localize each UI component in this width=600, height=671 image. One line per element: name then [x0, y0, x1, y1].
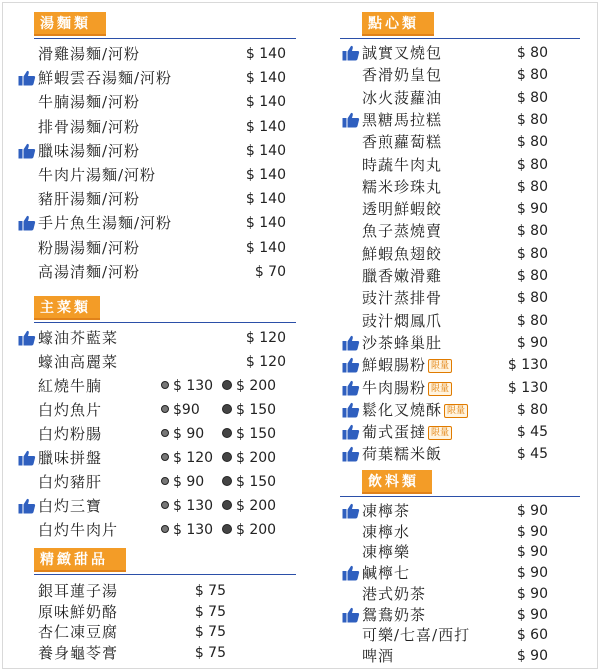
limited-badge: 限量 — [444, 404, 468, 418]
drinks-divider — [340, 496, 580, 497]
mains-item — [18, 423, 290, 445]
limited-badge: 限量 — [428, 359, 452, 373]
drinks-item — [342, 541, 550, 563]
thumbs-up-icon — [342, 565, 360, 581]
item-name: 港式奶茶 — [362, 584, 427, 603]
thumbs-up-icon — [342, 335, 360, 351]
large-portion-price — [222, 375, 276, 397]
drinks-item — [342, 562, 550, 584]
dimsum-item — [342, 87, 550, 109]
drinks-item — [342, 500, 550, 522]
item-name: 牛肉片湯麵/河粉 — [38, 166, 157, 184]
item-name: 黑糖馬拉糕 — [362, 110, 443, 129]
small-price-value: $ 90 — [173, 426, 205, 442]
item-name: 牛腩湯麵/河粉 — [38, 93, 141, 112]
small-portion-icon — [161, 429, 169, 437]
item-price: $ 90 — [516, 523, 548, 540]
noodles-item — [18, 188, 290, 210]
item-name: 蠔油芥藍菜 — [38, 329, 119, 347]
dimsum-item — [342, 154, 550, 176]
dimsum-divider — [340, 38, 580, 39]
large-portion-icon — [222, 452, 232, 462]
item-price: $ 60 — [516, 627, 548, 644]
item-name: 豬肝湯麵/河粉 — [38, 190, 141, 209]
thumbs-up-icon — [342, 402, 360, 418]
small-portion-price — [161, 399, 200, 421]
item-price: $ 140 — [245, 239, 286, 256]
item-name: 鮮蝦腸粉 限量 — [362, 354, 452, 376]
noodles-item — [18, 140, 290, 162]
mains-item — [18, 471, 290, 493]
item-price: $ 90 — [516, 544, 548, 561]
dimsum-item — [342, 399, 550, 421]
item-price: $ 140 — [245, 215, 286, 232]
mains-section-title: 主菜類 — [34, 296, 100, 320]
item-price: $ 140 — [245, 118, 286, 135]
thumbs-up-icon — [342, 357, 360, 373]
small-portion-icon — [161, 501, 169, 509]
item-name: 沙茶蜂巢肚 — [362, 333, 443, 352]
mains-item — [18, 327, 290, 349]
item-name: 養身龜苓膏 — [38, 643, 119, 662]
large-portion-icon — [222, 500, 232, 510]
noodles-item — [18, 237, 290, 259]
item-price: $ 80 — [516, 178, 548, 195]
item-price: $ 130 — [507, 379, 548, 396]
item-price: $ 90 — [516, 201, 548, 218]
limited-badge: 限量 — [428, 426, 452, 440]
item-name: 鹹檸七 — [362, 564, 411, 583]
item-price: $ 80 — [516, 134, 548, 151]
item-price: $ 80 — [516, 245, 548, 262]
large-price-value: $ 200 — [236, 522, 277, 538]
item-price: $ 80 — [516, 290, 548, 307]
large-portion-price — [222, 519, 276, 541]
thumbs-up-icon — [18, 330, 36, 346]
item-name: 白灼豬肝 — [38, 473, 103, 491]
dimsum-item — [342, 220, 550, 242]
thumbs-up-icon — [342, 112, 360, 128]
thumbs-up-icon — [342, 380, 360, 396]
item-name: 蠔油高麗菜 — [38, 353, 119, 371]
large-price-value: $ 200 — [236, 450, 277, 466]
desserts-item — [18, 642, 230, 664]
item-price: $ 140 — [245, 46, 286, 62]
item-price: $ 75 — [194, 644, 226, 661]
large-portion-price — [222, 399, 276, 421]
item-name: 銀耳蓮子湯 — [38, 582, 119, 600]
large-price-value: $ 150 — [236, 402, 277, 418]
item-price: $ 45 — [516, 424, 548, 441]
small-price-value: $ 130 — [173, 522, 214, 538]
small-portion-price — [161, 423, 204, 445]
item-name: 白灼魚片 — [38, 401, 103, 419]
item-price: $ 130 — [507, 357, 548, 374]
small-portion-price — [161, 519, 213, 541]
desserts-section-title: 精緻甜品 — [34, 548, 126, 572]
large-portion-price — [222, 423, 276, 445]
small-portion-price — [161, 375, 213, 397]
item-name: 透明鮮蝦餃 — [362, 200, 443, 219]
dimsum-item — [342, 109, 550, 131]
item-name: 誠實叉燒包 — [362, 44, 443, 62]
item-name: 啤酒 — [362, 646, 395, 665]
desserts-item — [18, 580, 230, 602]
item-price: $ 90 — [516, 647, 548, 664]
item-name: 紅燒牛腩 — [38, 377, 103, 395]
mains-item — [18, 495, 290, 517]
mains-divider — [34, 322, 296, 323]
mains-item — [18, 447, 290, 469]
item-name: 香滑奶皇包 — [362, 66, 443, 85]
item-price: $ 80 — [516, 111, 548, 128]
drinks-item — [342, 624, 550, 646]
item-price: $ 75 — [194, 583, 226, 599]
dimsum-section-title: 點心類 — [362, 12, 434, 36]
small-portion-price — [161, 495, 213, 517]
dimsum-item — [342, 421, 550, 443]
item-name: 白灼三寶 — [38, 497, 103, 515]
item-price: $ 75 — [194, 624, 226, 640]
small-portion-icon — [161, 405, 169, 413]
small-price-value: $ 130 — [173, 498, 214, 514]
dimsum-item — [342, 42, 550, 64]
thumbs-up-icon — [18, 215, 36, 231]
item-price: $ 80 — [516, 89, 548, 106]
item-name: 鬆化叉燒酥 限量 — [362, 399, 468, 421]
item-price: $ 75 — [194, 603, 226, 620]
item-price: $ 140 — [245, 167, 286, 183]
item-price: $ 90 — [516, 606, 548, 623]
item-name: 臘香嫩滑雞 — [362, 267, 443, 285]
item-name: 豉汁蒸排骨 — [362, 289, 443, 308]
small-portion-icon — [161, 477, 169, 485]
desserts-divider — [34, 574, 296, 575]
dimsum-item — [342, 198, 550, 220]
thumbs-up-icon — [342, 424, 360, 440]
item-name: 凍檸樂 — [362, 543, 411, 562]
item-price: $ 90 — [516, 503, 548, 519]
item-name: 粉腸湯麵/河粉 — [38, 238, 141, 257]
item-price: $ 120 — [245, 354, 286, 370]
mains-item — [18, 375, 290, 397]
small-price-value: $90 — [173, 402, 200, 418]
item-price: $ 120 — [245, 330, 286, 346]
item-price: $ 80 — [516, 67, 548, 84]
item-price: $ 90 — [516, 334, 548, 351]
item-price: $ 140 — [245, 142, 286, 159]
desserts-item — [18, 601, 230, 623]
item-name: 臘味湯麵/河粉 — [38, 141, 141, 160]
small-portion-icon — [161, 525, 169, 533]
item-name: 白灼粉腸 — [38, 425, 103, 443]
thumbs-up-icon — [18, 143, 36, 159]
item-name: 荷葉糯米飯 — [362, 445, 443, 464]
noodles-divider — [34, 38, 296, 39]
small-price-value: $ 90 — [173, 474, 205, 490]
item-price: $ 70 — [254, 263, 286, 280]
noodles-item — [18, 212, 290, 234]
item-name: 手片魚生湯麵/河粉 — [38, 214, 173, 233]
item-name: 鮮蝦魚翅餃 — [362, 244, 443, 263]
thumbs-up-icon — [18, 498, 36, 514]
dimsum-item — [342, 332, 550, 354]
small-portion-price — [161, 471, 204, 493]
item-name: 凍檸水 — [362, 522, 411, 541]
thumbs-up-icon — [18, 450, 36, 466]
item-price: $ 140 — [245, 191, 286, 208]
dimsum-item — [342, 443, 550, 465]
small-price-value: $ 130 — [173, 378, 214, 394]
thumbs-up-icon — [342, 446, 360, 462]
item-price: $ 140 — [245, 70, 286, 87]
dimsum-item — [342, 243, 550, 265]
item-name: 排骨湯麵/河粉 — [38, 117, 141, 136]
large-price-value: $ 150 — [236, 474, 277, 490]
item-price: $ 80 — [516, 45, 548, 61]
small-portion-price — [161, 447, 213, 469]
large-price-value: $ 150 — [236, 426, 277, 442]
item-name: 冰火菠蘿油 — [362, 88, 443, 107]
large-portion-icon — [222, 524, 232, 534]
large-portion-price — [222, 447, 276, 469]
limited-badge: 限量 — [428, 382, 452, 396]
large-portion-price — [222, 495, 276, 517]
item-name: 香煎蘿蔔糕 — [362, 133, 443, 152]
thumbs-up-icon — [342, 45, 360, 61]
item-name: 原味鮮奶酪 — [38, 602, 119, 621]
dimsum-item — [342, 176, 550, 198]
item-name: 凍檸茶 — [362, 502, 411, 520]
large-portion-icon — [222, 476, 232, 486]
item-price: $ 90 — [516, 565, 548, 582]
dimsum-item — [342, 310, 550, 332]
noodles-item — [18, 164, 290, 186]
dimsum-item — [342, 131, 550, 153]
thumbs-up-icon — [18, 70, 36, 86]
item-name: 臘味拼盤 — [38, 449, 103, 467]
dimsum-item — [342, 64, 550, 86]
item-name: 豉汁燜鳳爪 — [362, 311, 443, 330]
item-name: 鮮蝦雲吞湯麵/河粉 — [38, 69, 173, 88]
mains-item — [18, 351, 290, 373]
drinks-item — [342, 604, 550, 626]
large-price-value: $ 200 — [236, 498, 277, 514]
item-name: 牛肉腸粉 限量 — [362, 377, 452, 399]
thumbs-up-icon — [342, 607, 360, 623]
dimsum-item — [342, 287, 550, 309]
small-portion-icon — [161, 381, 169, 389]
item-name: 滑雞湯麵/河粉 — [38, 45, 141, 63]
noodles-item — [18, 67, 290, 89]
item-price: $ 45 — [516, 446, 548, 463]
mains-item — [18, 519, 290, 541]
item-name: 時蔬牛肉丸 — [362, 155, 443, 174]
item-price: $ 80 — [516, 223, 548, 240]
noodles-item — [18, 91, 290, 113]
item-price: $ 80 — [516, 401, 548, 418]
item-name: 葡式蛋撻 限量 — [362, 421, 452, 443]
large-portion-price — [222, 471, 276, 493]
item-name: 魚子蒸燒賣 — [362, 222, 443, 241]
item-price: $ 80 — [516, 268, 548, 284]
item-price: $ 140 — [245, 94, 286, 111]
dimsum-item — [342, 265, 550, 287]
small-price-value: $ 120 — [173, 450, 214, 466]
dimsum-item — [342, 377, 550, 399]
drinks-section-title: 飲料類 — [362, 470, 432, 494]
item-name: 糯米珍珠丸 — [362, 177, 443, 196]
item-price: $ 90 — [516, 585, 548, 602]
large-portion-icon — [222, 428, 232, 438]
large-portion-icon — [222, 404, 232, 414]
item-name: 高湯清麵/河粉 — [38, 262, 141, 281]
thumbs-up-icon — [342, 503, 360, 519]
noodles-section-title: 湯麵類 — [34, 12, 106, 36]
item-name: 白灼牛肉片 — [38, 521, 119, 539]
noodles-item — [18, 116, 290, 138]
mains-item — [18, 399, 290, 421]
item-price: $ 80 — [516, 312, 548, 329]
large-price-value: $ 200 — [236, 378, 277, 394]
drinks-item — [342, 583, 550, 605]
noodles-item — [18, 261, 290, 283]
item-price: $ 80 — [516, 156, 548, 173]
large-portion-icon — [222, 380, 232, 390]
item-name: 可樂/七喜/西打 — [362, 626, 471, 645]
desserts-item — [18, 621, 230, 643]
item-name: 鴛鴦奶茶 — [362, 605, 427, 624]
drinks-item — [342, 645, 550, 667]
drinks-item — [342, 521, 550, 543]
small-portion-icon — [161, 453, 169, 461]
noodles-item — [18, 43, 290, 65]
item-name: 杏仁凍豆腐 — [38, 623, 119, 641]
dimsum-item — [342, 354, 550, 376]
